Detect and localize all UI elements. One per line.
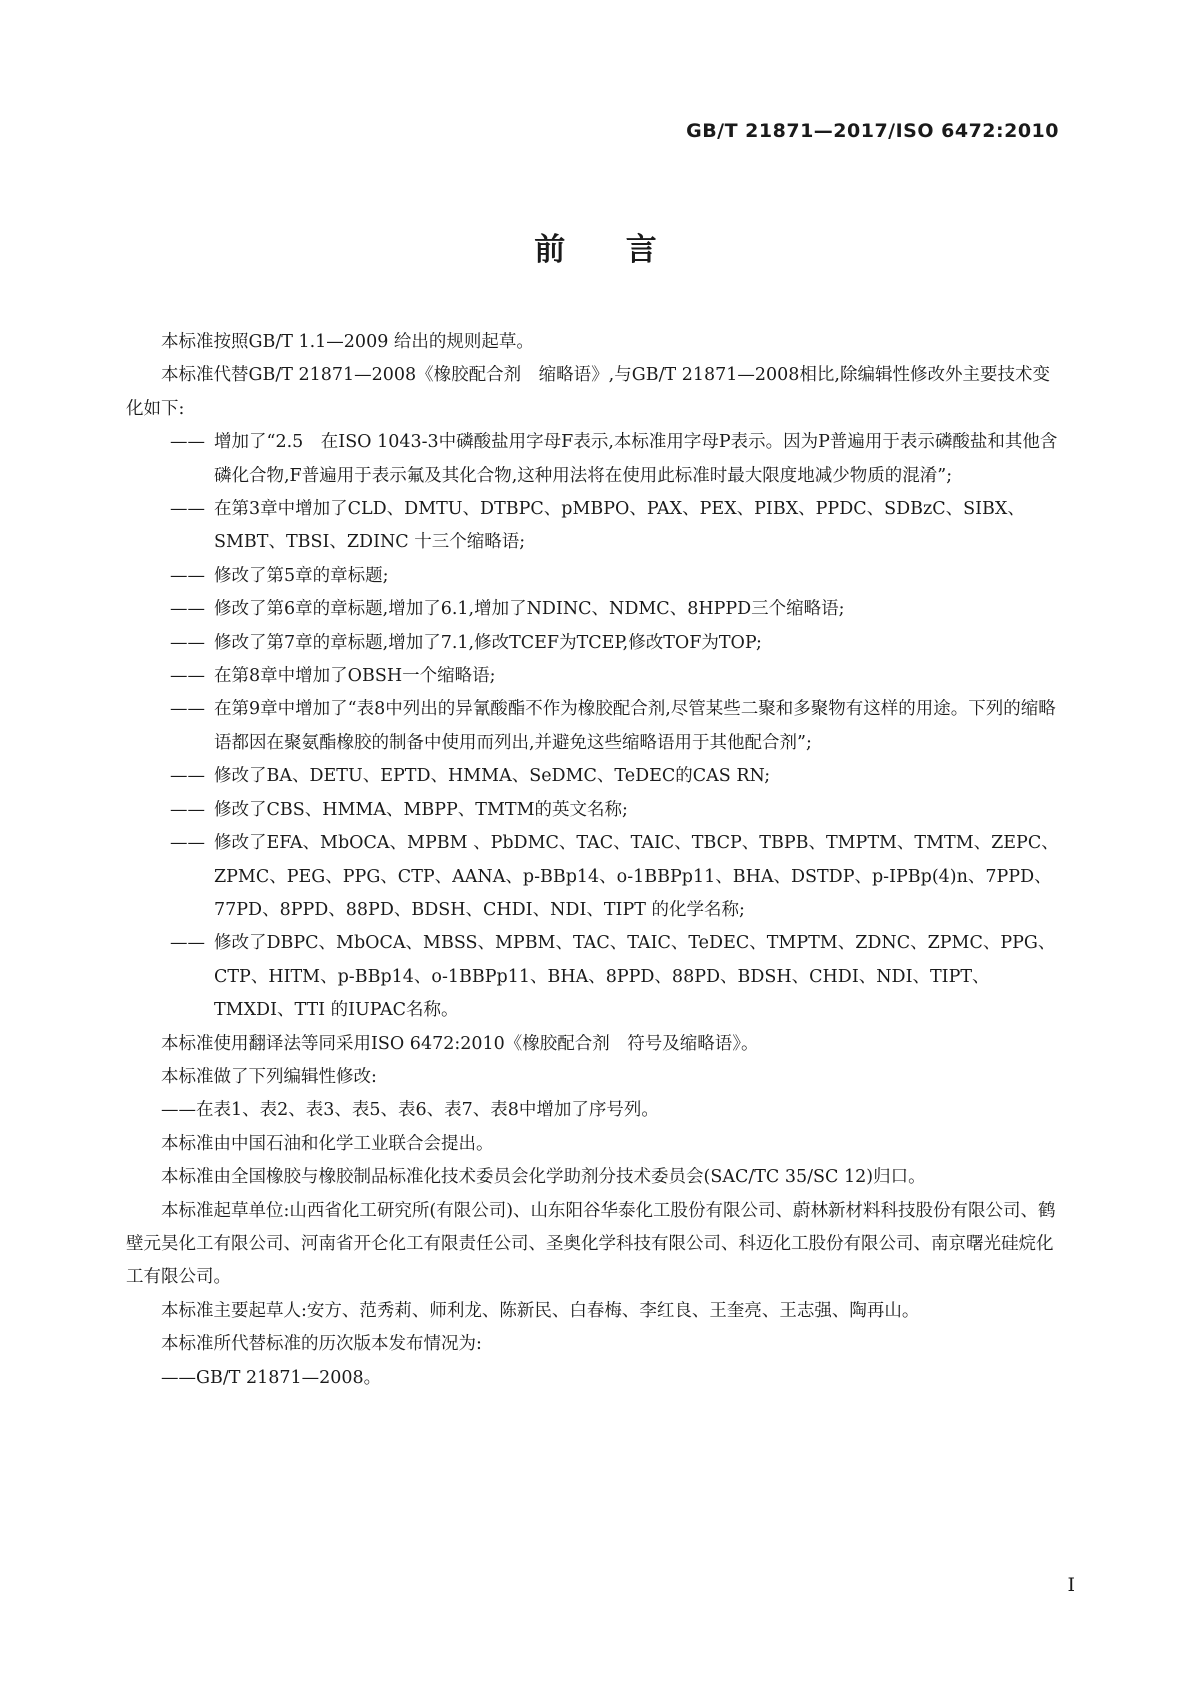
dash-list-item [126, 593, 1066, 626]
paragraph: 本标准主要起草人:安方、范秀莉、师利龙、陈新民、白春梅、李红良、王奎亮、王志强、陶再山。 [161, 1300, 920, 1321]
dash-item-text: 修改了CBS、HMMA、MBPP、TMTM的英文名称; [214, 799, 628, 820]
dash-mark: —— [170, 632, 205, 653]
dash-item-text: 在第9章中增加了“表8中列出的异氰酸酯不作为橡胶配合剂,尽管某些二聚和多聚物有这样的用途。下列的缩略语都因在聚氨酯橡胶的制备中使用而列出,并避免这些缩略语用于其他配合剂”; [214, 699, 1056, 753]
dash-list-item [126, 693, 1066, 760]
dash-list-item [126, 1094, 1066, 1127]
dash-mark: —— [170, 833, 205, 854]
dash-list-item [126, 1362, 1066, 1395]
dash-mark: —— [170, 599, 205, 620]
dash-mark: —— [170, 933, 205, 954]
page-title: 前 言 [534, 232, 657, 268]
paragraph: 本标准按照GB/T 1.1—2009 给出的规则起草。 [161, 332, 534, 352]
dash-mark: —— [161, 1100, 196, 1121]
dash-list-item [126, 827, 1066, 927]
dash-item-text: 修改了第5章的章标题; [214, 565, 389, 586]
dash-item-text: 修改了BA、DETU、EPTD、HMMA、SeDMC、TeDEC的CAS RN; [214, 766, 771, 787]
dash-item-text: 增加了“2.5 在ISO 1043-3中磷酸盐用字母F表示,本标准用字母P表示。因为P普遍用于表示磷酸盐和其他含磷化合物,F普遍用于表示氟及其化合物,这种用法将在使用此标准时最大限度地减少物质的混淆”; [214, 432, 1058, 486]
dash-list-item [126, 660, 1066, 693]
dash-item-text: GB/T 21871—2008。 [196, 1367, 382, 1388]
dash-list-item [126, 627, 1066, 660]
dash-mark: —— [170, 432, 205, 453]
dash-list-item [126, 493, 1066, 560]
standard-number: GB/T 21871—2017/ISO 6472:2010 [686, 120, 1059, 142]
body-content [126, 326, 1066, 1395]
dash-mark: —— [170, 499, 205, 520]
dash-list-item [126, 560, 1066, 593]
dash-list-item [126, 760, 1066, 793]
dash-mark: —— [170, 699, 205, 720]
dash-mark: —— [170, 799, 205, 820]
dash-item-text: 在第3章中增加了CLD、DMTU、DTBPC、pMBPO、PAX、PEX、PIBX、PPDC、SDBzC、SIBX、SMBT、TBSI、ZDINC 十三个缩略语; [214, 499, 1025, 553]
dash-list-item [126, 927, 1066, 1027]
paragraph: 本标准由全国橡胶与橡胶制品标准化技术委员会化学助剂分技术委员会(SAC/TC 35/SC 12)归口。 [161, 1167, 926, 1188]
dash-item-text: 修改了EFA、MbOCA、MPBM 、PbDMC、TAC、TAIC、TBCP、TBPB、TMPTM、TMTM、ZEPC、ZPMC、PEG、PPG、CTP、AANA、p-BBp14、o-1BBPp11、BHA、DSTDP、p-IPBp(4)n、7PPD、77PD、8PPD、88PD、BDSH、CHDI、NDI、TIPT 的化学名称; [214, 833, 1059, 920]
paragraph: 本标准使用翻译法等同采用ISO 6472:2010《橡胶配合剂 符号及缩略语》。 [161, 1033, 759, 1054]
dash-list-item [126, 794, 1066, 827]
paragraph: 本标准由中国石油和化学工业联合会提出。 [161, 1133, 494, 1154]
paragraph: 本标准起草单位:山西省化工研究所(有限公司)、山东阳谷华泰化工股份有限公司、蔚林新材料科技股份有限公司、鹤壁元昊化工有限公司、河南省开仑化工有限责任公司、圣奥化学科技有限公司、科迈化工股份有限公司、南京曙光硅烷化工有限公司。 [126, 1200, 1056, 1288]
paragraph: 本标准做了下列编辑性修改: [161, 1066, 377, 1087]
dash-list-item [126, 426, 1066, 493]
dash-item-text: 修改了DBPC、MbOCA、MBSS、MPBM、TAC、TAIC、TeDEC、TMPTM、ZDNC、ZPMC、PPG、CTP、HITM、p-BBp14、o-1BBPp11、BHA、8PPD、88PD、BDSH、CHDI、NDI、TIPT、TMXDI、TTI 的IUPAC名称。 [214, 933, 1056, 1021]
dash-mark: —— [170, 666, 205, 687]
dash-item-text: 修改了第7章的章标题,增加了7.1,修改TCEF为TCEP,修改TOF为TOP; [214, 632, 762, 653]
dash-item-text: 在表1、表2、表3、表5、表6、表7、表8中增加了序号列。 [196, 1100, 659, 1121]
dash-item-text: 在第8章中增加了OBSH一个缩略语; [214, 666, 496, 687]
page-number: I [1067, 1574, 1075, 1596]
dash-mark: —— [161, 1367, 196, 1388]
dash-item-text: 修改了第6章的章标题,增加了6.1,增加了NDINC、NDMC、8HPPD三个缩略语; [214, 599, 845, 620]
paragraph: 本标准所代替标准的历次版本发布情况为: [161, 1334, 482, 1355]
paragraph: 本标准代替GB/T 21871—2008《橡胶配合剂 缩略语》,与GB/T 21871—2008相比,除编辑性修改外主要技术变化如下: [126, 365, 1050, 419]
dash-mark: —— [170, 565, 205, 586]
dash-mark: —— [170, 766, 205, 787]
